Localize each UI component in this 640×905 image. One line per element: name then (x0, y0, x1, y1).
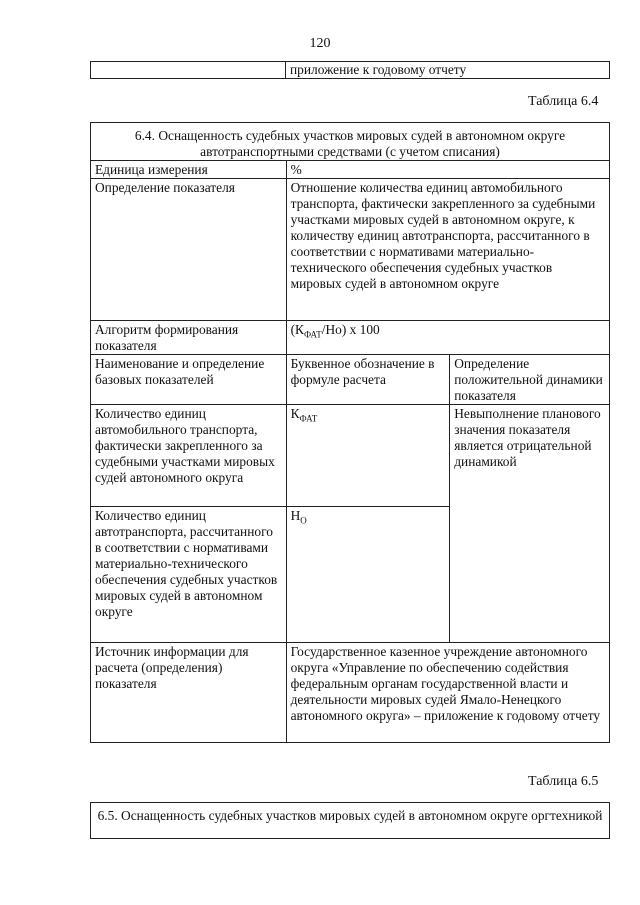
definition-value: Отношение количества единиц автомобильного транспорта, фактически закрепленного за судебными участками мировых судей в автономном округе, к количеству единиц автотранспорта, рассчитанного в соответствии с нормативами материально-технического обеспечения судебных участков мировых судей в автономном округе (286, 179, 609, 321)
page-number: 120 (309, 36, 331, 51)
source-label: Источник информации для расчета (определения) показателя (91, 643, 287, 743)
unit-label: Единица измерения (91, 161, 287, 179)
table-6-4-title: 6.4. Оснащенность судебных участков мировых судей в автономном округе автотранспортными средствами (с учетом списания) (91, 123, 610, 161)
row2-name: Количество единиц автотранспорта, рассчитанного в соответствии с нормативами материально-технического обеспечения судебных участков мировых судей в автономном округе (91, 507, 287, 643)
header-symbol: Буквенное обозначение в формуле расчета (286, 355, 450, 405)
header-name: Наименование и определение базовых показателей (91, 355, 287, 405)
previous-table-tail (90, 61, 610, 79)
table-6-5 (90, 802, 610, 839)
row1-name: Количество единиц автомобильного транспорта, фактически закрепленного за судебными участками мировых судей автономного округа (91, 405, 287, 507)
table-6-5-caption: Таблица 6.5 (528, 774, 599, 789)
dynamics-value: Невыполнение планового значения показателя является отрицательной динамикой (450, 405, 610, 643)
unit-value: % (286, 161, 609, 179)
table-6-4 (90, 122, 610, 743)
prev-table-text: приложение к годовому отчету (286, 62, 610, 79)
source-value: Государственное казенное учреждение автономного округа «Управление по обеспечению содействия федеральным органам государственной власти и деятельности мировых судей Ямало-Ненецкого автономного округа» – приложение к годовому отчету (286, 643, 609, 743)
algorithm-label: Алгоритм формирования показателя (91, 321, 287, 355)
table-6-5-title: 6.5. Оснащенность судебных участков мировых судей в автономном округе оргтехникой (91, 803, 610, 839)
table-6-4-caption: Таблица 6.4 (528, 94, 599, 109)
prev-empty-cell (91, 62, 286, 79)
row1-symbol: $К_{ФАТ}$ (286, 405, 450, 507)
header-dynamics: Определение положительной динамики показателя (450, 355, 610, 405)
algorithm-value: $(К_{ФАТ}/Но)$ х 100 (286, 321, 609, 355)
row2-symbol: $Н_О$ (286, 507, 450, 643)
definition-label: Определение показателя (91, 179, 287, 321)
